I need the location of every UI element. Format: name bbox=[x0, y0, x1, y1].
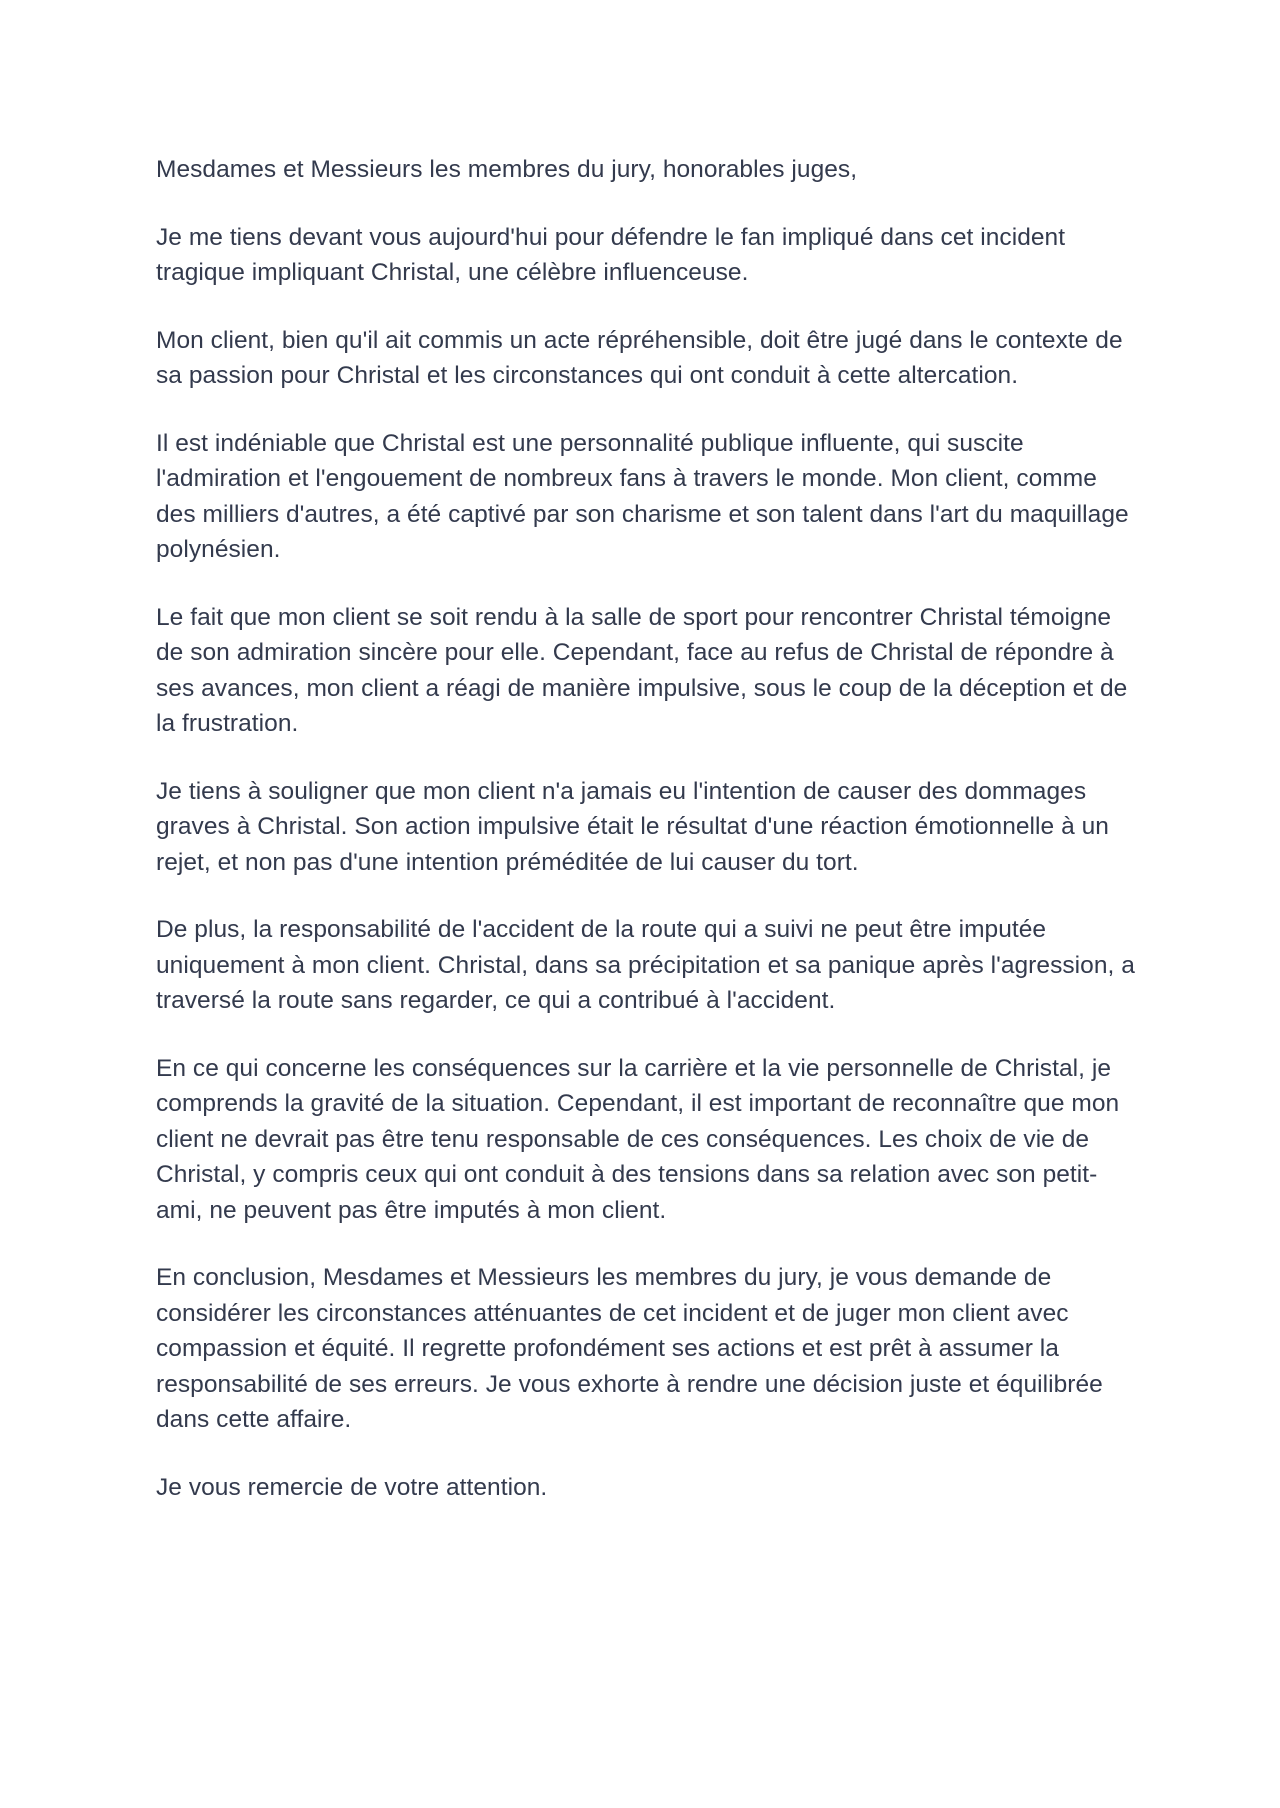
document-body bbox=[156, 152, 1136, 1537]
conclusion-paragraph: En conclusion, Mesdames et Messieurs les membres du jury, je vous demande de considérer les circonstances atténuantes de cet incident et de juger mon client avec compassion et équité. Il regrette profondément ses actions et est prêt à assumer la responsabilité de ses erreurs. Je vous exhorte à rendre une décision juste et équilibrée dans cette affaire. bbox=[156, 1264, 1103, 1433]
gym-encounter-paragraph: Le fait que mon client se soit rendu à la salle de sport pour rencontrer Christal témoigne de son admiration sincère pour elle. Cependant, face au refus de Christal de répondre à ses avances, mon client a réagi de manière impulsive, sous le coup de la déception et de la frustration. bbox=[156, 603, 1128, 737]
admiration-paragraph: Il est indéniable que Christal est une personnalité publique influente, qui suscite l'admiration et l'engouement de nombreux fans à travers le monde. Mon client, comme des milliers d'autres, a été captivé par son charisme et son talent dans l'art du maquillage polynésien. bbox=[156, 429, 1129, 563]
introduction-paragraph: Je me tiens devant vous aujourd'hui pour défendre le fan impliqué dans cet incident tragique impliquant Christal, une célèbre influenceuse. bbox=[156, 223, 1066, 286]
closing-paragraph: Je vous remercie de votre attention. bbox=[156, 1473, 548, 1501]
salutation-paragraph: Mesdames et Messieurs les membres du jury, honorables juges, bbox=[156, 156, 858, 183]
context-paragraph: Mon client, bien qu'il ait commis un acte répréhensible, doit être jugé dans le contexte de sa passion pour Christal et les circonstances qui ont conduit à cette altercation. bbox=[156, 326, 1123, 389]
consequences-paragraph: En ce qui concerne les conséquences sur la carrière et la vie personnelle de Christal, je comprends la gravité de la situation. Cependant, il est important de reconnaître que mon client ne devrait pas être tenu responsable de ces conséquences. Les choix de vie de Christal, y compris ceux qui ont conduit à des tensions dans sa relation avec son petit-ami, ne peuvent pas être imputés à mon client. bbox=[156, 1054, 1120, 1224]
accident-paragraph: De plus, la responsabilité de l'accident de la route qui a suivi ne peut être imputée uniquement à mon client. Christal, dans sa précipitation et sa panique après l'agression, a traversé la route sans regarder, ce qui a contribué à l'accident. bbox=[156, 916, 1135, 1014]
intention-paragraph: Je tiens à souligner que mon client n'a jamais eu l'intention de causer des dommages graves à Christal. Son action impulsive était le résultat d'une réaction émotionnelle à un rejet, et non pas d'une intention préméditée de lui causer du tort. bbox=[156, 777, 1109, 876]
